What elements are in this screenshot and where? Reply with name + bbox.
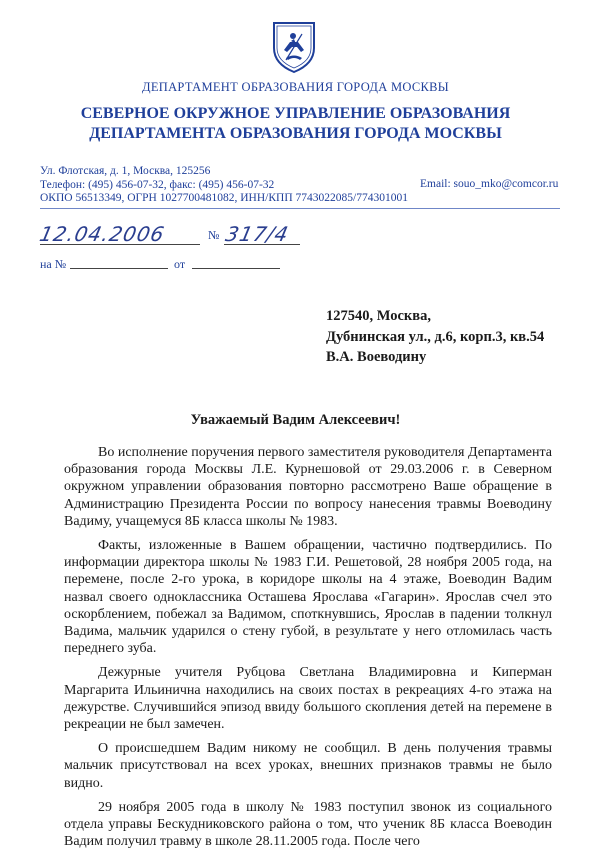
letter-body [64,444,552,857]
body-paragraph: Дежурные учителя Рубцова Светлана Владимировна и Киперман Маргарита Ильинична находились на своих постах в рекреациях 4-го этажа на дежурстве. Случившийся эпизод ввиду большого скопления детей на перемене в рекреации не был замечен. [64,665,552,733]
number-sign: № [208,228,220,242]
on-no-blank [70,268,168,269]
recipient-line: 127540, Москва, [326,308,431,324]
recipient-line: Дубнинская ул., д.6, корп.3, кв.54 [326,328,545,345]
contact-phone: Телефон: (495) 456-07-32, факс: (495) 456-07-32 [40,178,275,191]
recipient-address [326,306,544,368]
contact-address: Ул. Флотская, д. 1, Москва, 125256 [40,165,211,177]
contact-email: Email: souo_mko@comcor.ru [420,178,559,190]
moscow-coat-of-arms-icon [271,20,317,74]
reply-reference-line [40,257,280,271]
from-label: от [174,257,186,271]
body-paragraph: Факты, изложенные в Вашем обращении, частично подтвердились. По информации директора школы № 1983 Г.И. Решетовой, 28 ноября 2005 года, на перемене, после 2-го урока, в коридоре школы на 4 этаже, Воеводин Вадим назвал своего одноклассника Осташева Ярослава «Гагарин». Ярослав счел это оскорблением, побежал за Вадимом, споткнувшись, Ярослав в падении толкнул Вадима, мальчик ударился о стену губой, в результате у него отломилась часть переднего зуба. [64,538,552,657]
on-no-label: на № [40,257,67,271]
registration-line [37,222,300,246]
contact-codes: ОКПО 56513349, ОГРН 1027700481082, ИНН/КПП 7743022085/774301001 [40,192,408,204]
registration-number: 317/4 [223,222,292,246]
recipient-line: В.А. Воеводину [326,349,427,365]
department-name: ДЕПАРТАМЕНТ ОБРАЗОВАНИЯ ГОРОДА МОСКВЫ [142,80,449,94]
contact-block [40,165,408,206]
date-underline [40,244,200,245]
salutation: Уважаемый Вадим Алексеевич! [190,412,401,428]
registration-date: 12.04.2006 [37,222,168,246]
number-underline [224,244,300,245]
header-divider [40,208,560,209]
body-paragraph: 29 ноября 2005 года в школу № 1983 поступил звонок из социального отдела управы Бескудниковского района о том, что ученик 8Б класса Воеводин Вадим получил травму в школе 28.11.2005 года. После чего [64,799,552,850]
organization-title-line2: ДЕПАРТАМЕНТА ОБРАЗОВАНИЯ ГОРОДА МОСКВЫ [89,125,502,142]
organization-title-line1: СЕВЕРНОЕ ОКРУЖНОЕ УПРАВЛЕНИЕ ОБРАЗОВАНИЯ [80,105,511,122]
body-paragraph: О происшедшем Вадим никому не сообщил. В день получения травмы мальчик присутствовал на всех уроках, внешних признаков травмы не было видно. [64,741,552,791]
body-paragraph: Во исполнение поручения первого заместителя руководителя Департамента образования города Москвы Л.Е. Курнешовой от 29.03.2006 г. в Северном окружном управлении образования повторно рассмотрено Ваше обращение в Администрацию Президента России по вопросу нанесения травмы Воеводину Вадиму, учащемуся 8Б класса школы № 1983. [64,445,553,529]
from-blank [192,268,280,269]
